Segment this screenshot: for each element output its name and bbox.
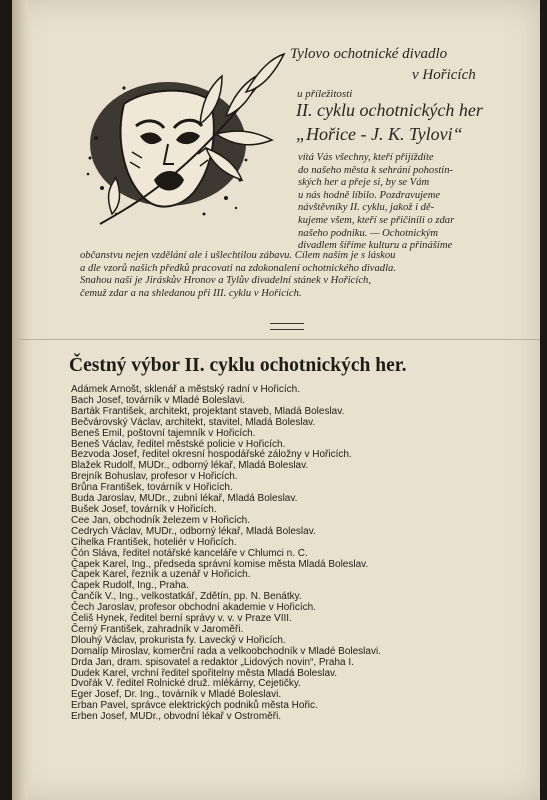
list-item: Bezvoda Josef, ředitel okresní hospodářské záložny v Hořicích.	[71, 449, 352, 461]
text-line: občanstvu nejen vzdělání ale i ušlechtilou zábavu. Cílem naším je s láskou	[80, 250, 396, 261]
list-item: Čeliš Hynek, ředitel berní správy v. v. v Praze VIII.	[71, 613, 292, 625]
section-divider	[12, 339, 540, 340]
list-item: Dudek Karel, vrchní ředitel spořitelny města Mladá Boleslav.	[71, 667, 338, 679]
text-line: čemuž zdar a na shledanou při III. cyklu v Hořicích.	[80, 287, 302, 299]
list-item: Adámek Arnošt, sklenář a městský radní v Hořicích.	[71, 384, 300, 395]
list-item: Čapek Rudolf, Ing., Praha.	[71, 580, 189, 592]
section-ornament	[270, 323, 304, 330]
text-line: návštěvníky II. cyklu, jakož i dě-	[298, 202, 435, 214]
text-line: do našeho města k sehrání pohostin-	[298, 164, 454, 176]
list-item: Cedrych Václav, MUDr., odborný lékař, Mladá Boleslav.	[71, 525, 316, 537]
list-item: Čapek Karel, řezník a uzenář v Hořicích.	[71, 569, 251, 581]
event-title: II. cyklu ochotnických her	[296, 100, 483, 120]
theatre-mask-icon	[76, 48, 288, 238]
list-item: Bušek Josef, továrník v Hořicích.	[71, 503, 217, 515]
event-subtitle: „Hořice - J. K. Tylovi“	[296, 124, 463, 144]
list-item: Čón Sláva, ředitel notářské kanceláře v Chlumci n. C.	[71, 547, 308, 559]
list-item: Drda Jan, dram. spisovatel a redaktor „Lidových novin“, Praha I.	[71, 656, 354, 668]
text-line: divadlem šíříme kulturu a přinášíme	[298, 240, 453, 252]
list-item: Beneš Emil, poštovní tajemník v Hořicích.	[71, 427, 256, 439]
list-item: Erban Pavel, správce elektrických podniků města Hořic.	[71, 700, 318, 712]
text-line: u nás hodně líbilo. Pozdravujeme	[298, 189, 441, 201]
list-item: Beneš Václav, ředitel městské policie v Hořicích.	[71, 438, 286, 450]
list-item: Erben Josef, MUDr., obvodní lékař v Ostroměři.	[71, 711, 282, 723]
list-item: Bach Josef, továrník v Mladé Boleslavi.	[71, 394, 245, 406]
text-line: a dle vzorů našich předků pracovati na zdokonalení ochotnického divadla.	[80, 262, 396, 274]
theatre-name: Tylovo ochotnické divadlo	[290, 46, 448, 62]
list-item: Čančík V., Ing., velkostatkář, Zdětín, pp. N. Benátky.	[71, 591, 302, 603]
list-item: Barták František, architekt, projektant staveb, Mladá Boleslav.	[71, 405, 345, 417]
welcome-text-full	[80, 250, 396, 300]
text-line: vítá Vás všechny, kteří přijíždíte	[298, 152, 434, 163]
list-item: Buda Jaroslav, MUDr., zubní lékař, Mladá Boleslav.	[71, 493, 298, 505]
list-item: Cihelka František, hoteliér v Hořicích.	[71, 536, 237, 548]
list-item: Černý František, zahradník v Jaroměři.	[71, 623, 244, 635]
list-item: Čech Jaroslav, profesor obchodní akademie v Hořicích.	[71, 602, 316, 614]
theatre-city: v Hořicích	[412, 67, 476, 83]
list-item: Brůna František, továrník v Hořicích.	[71, 482, 233, 494]
list-item: Brejník Bohuslav, profesor v Hořicích.	[71, 471, 238, 483]
list-item: Čapek Karel, Ing., předseda správní komise města Mladá Boleslav.	[71, 558, 369, 570]
program-page	[12, 0, 540, 800]
text-line: ských her a přeje si, by se Vám	[298, 177, 430, 189]
list-item: Blažek Rudolf, MUDr., odborný lékař, Mladá Boleslav.	[71, 460, 309, 472]
list-item: Domalíp Miroslav, komerční rada a velkoobchodník v Mladé Boleslavi.	[71, 645, 381, 657]
intro-section	[12, 0, 540, 330]
text-line: našeho podniku. — Ochotnickým	[298, 227, 439, 239]
committee-heading: Čestný výbor II. cyklu ochotnických her.	[69, 355, 407, 376]
committee-list	[71, 385, 381, 723]
occasion-label: u příležitosti	[297, 88, 353, 100]
list-item: Dlouhý Václav, prokurista fy. Lavecký v Hořicích.	[71, 634, 286, 646]
list-item: Eger Josef, Dr. Ing., továrník v Mladé Boleslavi.	[71, 689, 282, 701]
list-item: Dvořák V. ředitel Rolnické druž. mlékárny, Cejetičky.	[71, 678, 301, 690]
text-line: kujeme všem, kteří se přičinili o zdar	[298, 214, 455, 226]
text-line: Snahou naší je Jiráskův Hronov a Tylův divadelní stánek v Hořicích,	[80, 275, 371, 287]
welcome-text-right	[298, 152, 454, 253]
list-item: Bečvárovský Václav, architekt, stavitel, Mladá Boleslav.	[71, 416, 316, 428]
list-item: Cee Jan, obchodník železem v Hořicích.	[71, 514, 250, 526]
